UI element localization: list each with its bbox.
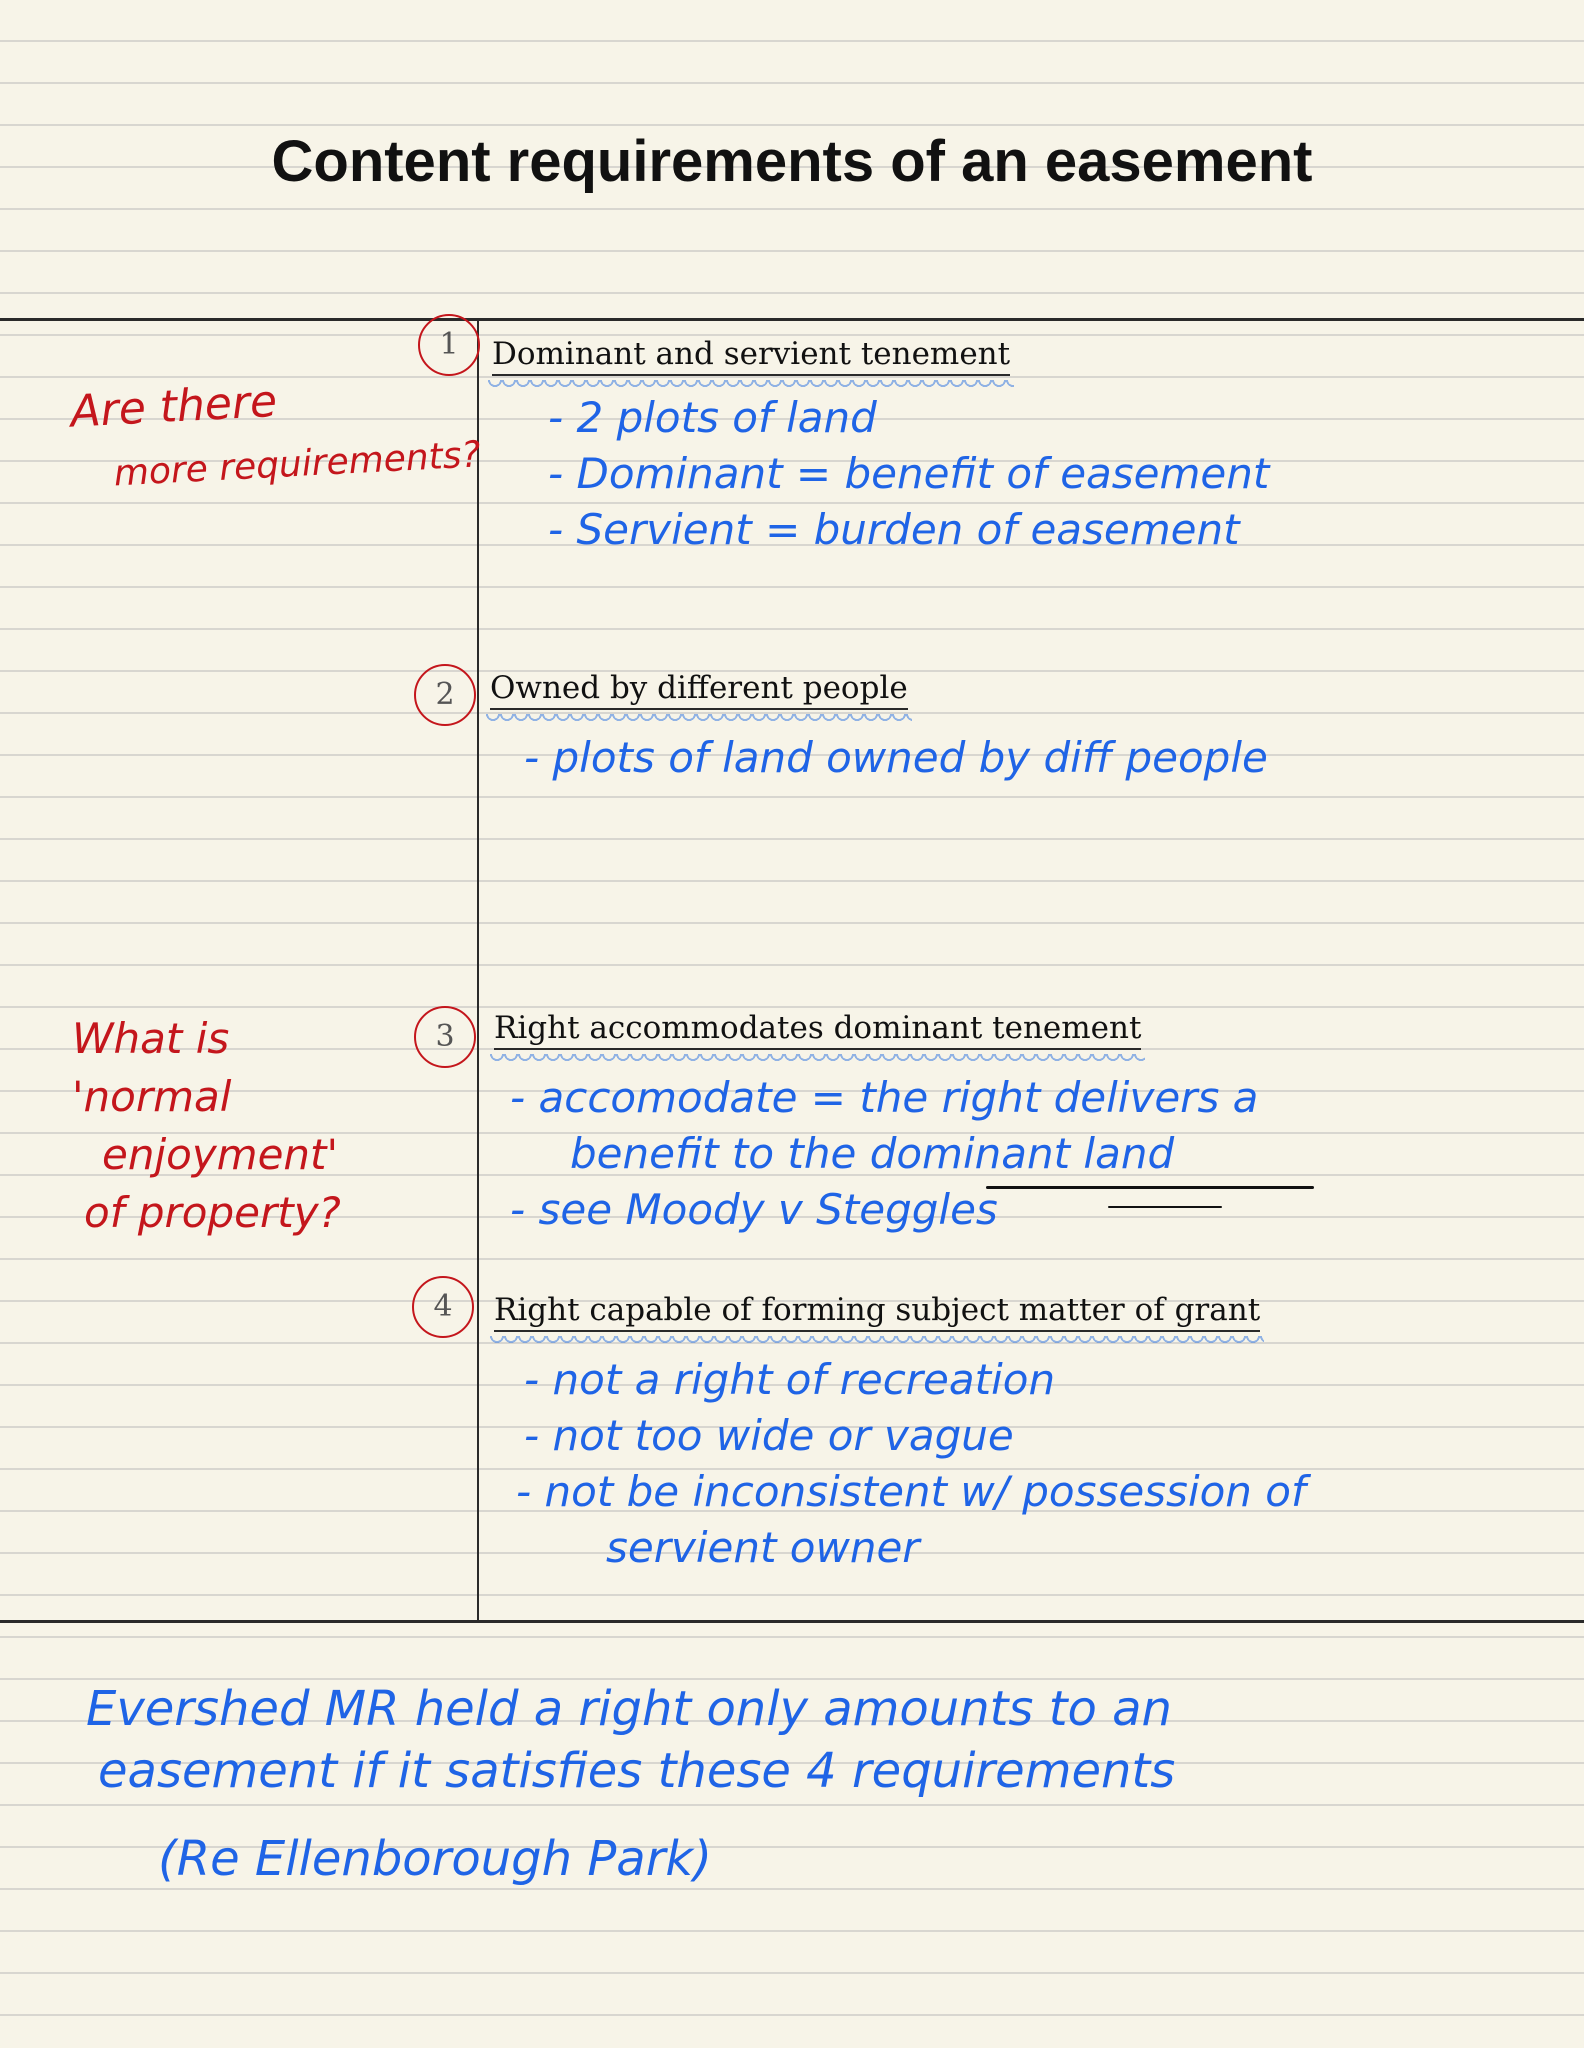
section-number-3: 3 [414, 1006, 476, 1068]
section-heading-accommodates [494, 1010, 1141, 1050]
bottom-divider [0, 1620, 1584, 1623]
section-number-1: 1 [418, 314, 480, 376]
margin-note-line: enjoyment' [102, 1130, 339, 1179]
bullet-line: - not be inconsistent w/ possession of [516, 1467, 1306, 1516]
page-title: Content requirements of an easement [271, 129, 1313, 194]
bullet-line: servient owner [606, 1523, 920, 1572]
summary-note [86, 1678, 1175, 1890]
margin-note-normal-enjoyment [72, 1010, 341, 1242]
dominant-land-underline [986, 1186, 1314, 1189]
margin-note-line: Are there [69, 375, 279, 438]
margin-note-line: 'normal [72, 1072, 232, 1121]
bullet-line: - accomodate = the right delivers a [510, 1073, 1259, 1122]
section-heading-owned-different [490, 670, 908, 710]
summary-line: Evershed MR held a right only amounts to an [86, 1681, 1172, 1737]
squiggle-underline [490, 1054, 1145, 1064]
top-divider [0, 318, 1584, 321]
bullet-line: - plots of land owned by diff people [524, 733, 1268, 782]
bullet-line: - not a right of recreation [524, 1355, 1056, 1404]
margin-note-line: What is [72, 1014, 230, 1063]
summary-line: easement if it satisfies these 4 requirements [98, 1743, 1176, 1799]
bullet-line: - Dominant = benefit of easement [548, 449, 1270, 498]
dominant-land-underline-2 [1108, 1206, 1222, 1208]
section-number-2: 2 [414, 664, 476, 726]
margin-note-requirements [69, 359, 482, 508]
heading-text: Dominant and servient tenement [492, 336, 1011, 372]
bullet-line: - see Moody v Steggles [510, 1185, 998, 1234]
heading-text: Right accommodates dominant tenement [494, 1010, 1142, 1046]
heading-text: Right capable of forming subject matter of grant [494, 1292, 1261, 1328]
section-heading-dominant-servient [492, 336, 1010, 376]
margin-note-line: of property? [84, 1188, 341, 1237]
margin-divider [477, 318, 479, 1622]
margin-note-line: more requirements? [112, 434, 482, 495]
bullet-line: - not too wide or vague [524, 1411, 1014, 1460]
section-number-4: 4 [412, 1276, 474, 1338]
summary-line: (Re Ellenborough Park) [158, 1831, 712, 1887]
section-heading-capable-of-grant [494, 1292, 1260, 1332]
squiggle-underline [488, 380, 1014, 390]
bullet-line: - Servient = burden of easement [548, 505, 1240, 554]
squiggle-underline [490, 1336, 1264, 1346]
bullet-line: - 2 plots of land [548, 393, 877, 442]
bullet-line: benefit to the dominant land [570, 1129, 1175, 1178]
squiggle-underline [486, 714, 912, 724]
heading-text: Owned by different people [490, 670, 908, 706]
